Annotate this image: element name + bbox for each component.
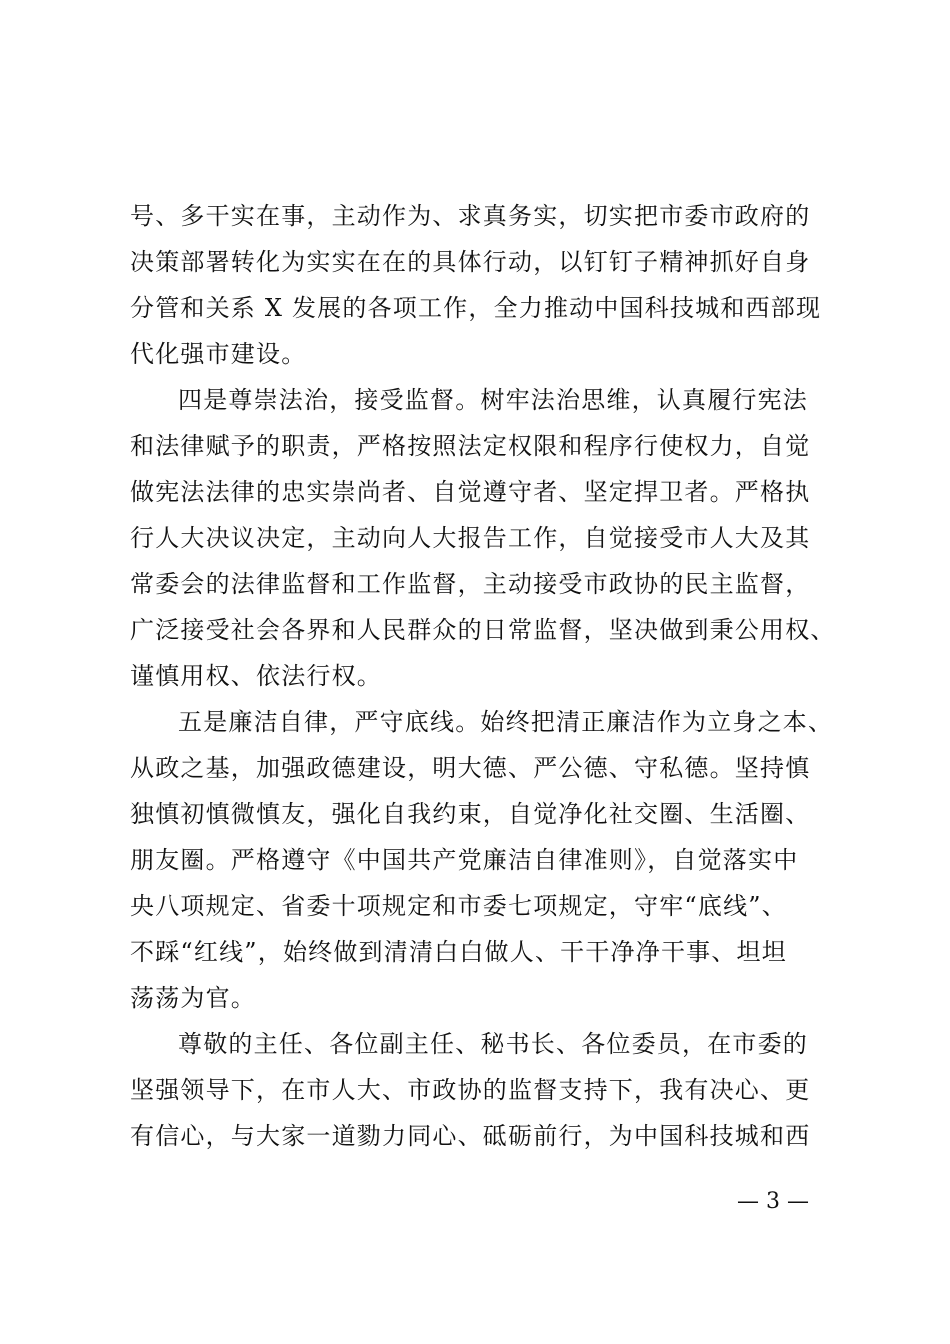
text-line: 行人大决议决定，主动向人大报告工作，自觉接受市人大及其 — [130, 524, 811, 552]
text-line: 分管和关系 X 发展的各项工作，全力推动中国科技城和西部现 — [130, 294, 822, 322]
text-line: 常委会的法律监督和工作监督，主动接受市政协的民主监督， — [130, 570, 811, 598]
paragraph-start-line: 尊敬的主任、各位副主任、秘书长、各位委员，在市委的 — [178, 1030, 808, 1058]
text-line: 有信心，与大家一道勠力同心、砥砺前行，为中国科技城和西 — [130, 1122, 811, 1150]
text-line: 和法律赋予的职责，严格按照法定权限和程序行使权力，自觉 — [130, 432, 811, 460]
page-number: — 3 — — [737, 1189, 809, 1214]
text-line: 坚强领导下，在市人大、市政协的监督支持下，我有决心、更 — [130, 1076, 811, 1104]
text-line: 独慎初慎微慎友，强化自我约束，自觉净化社交圈、生活圈、 — [130, 800, 811, 828]
paragraph-start-line: 四是尊崇法治，接受监督。树牢法治思维，认真履行宪法 — [178, 386, 808, 414]
text-line: 朋友圈。严格遵守《中国共产党廉洁自律准则》，自觉落实中 — [130, 846, 799, 874]
text-line: 荡荡为官。 — [130, 984, 256, 1012]
text-line: 代化强市建设。 — [130, 340, 307, 368]
paragraph-start-line: 五是廉洁自律，严守底线。始终把清正廉洁作为立身之本、 — [178, 708, 834, 736]
text-line: 决策部署转化为实实在在的具体行动，以钉钉子精神抓好自身 — [130, 248, 811, 276]
body-text — [130, 193, 836, 1159]
text-line: 做宪法法律的忠实崇尚者、自觉遵守者、坚定捍卫者。严格执 — [130, 478, 811, 506]
text-line: 从政之基，加强政德建设，明大德、严公德、守私德。坚持慎 — [130, 754, 811, 782]
text-line: 号、多干实在事，主动作为、求真务实，切实把市委市政府的 — [130, 202, 811, 230]
text-line: 央八项规定、省委十项规定和市委七项规定，守牢“底线”、 — [130, 892, 787, 920]
text-line: 谨慎用权、依法行权。 — [130, 662, 382, 690]
text-line: 不踩“红线”，始终做到清清白白做人、干干净净干事、坦坦 — [130, 938, 787, 966]
text-line: 广泛接受社会各界和人民群众的日常监督，坚决做到秉公用权、 — [130, 616, 836, 644]
